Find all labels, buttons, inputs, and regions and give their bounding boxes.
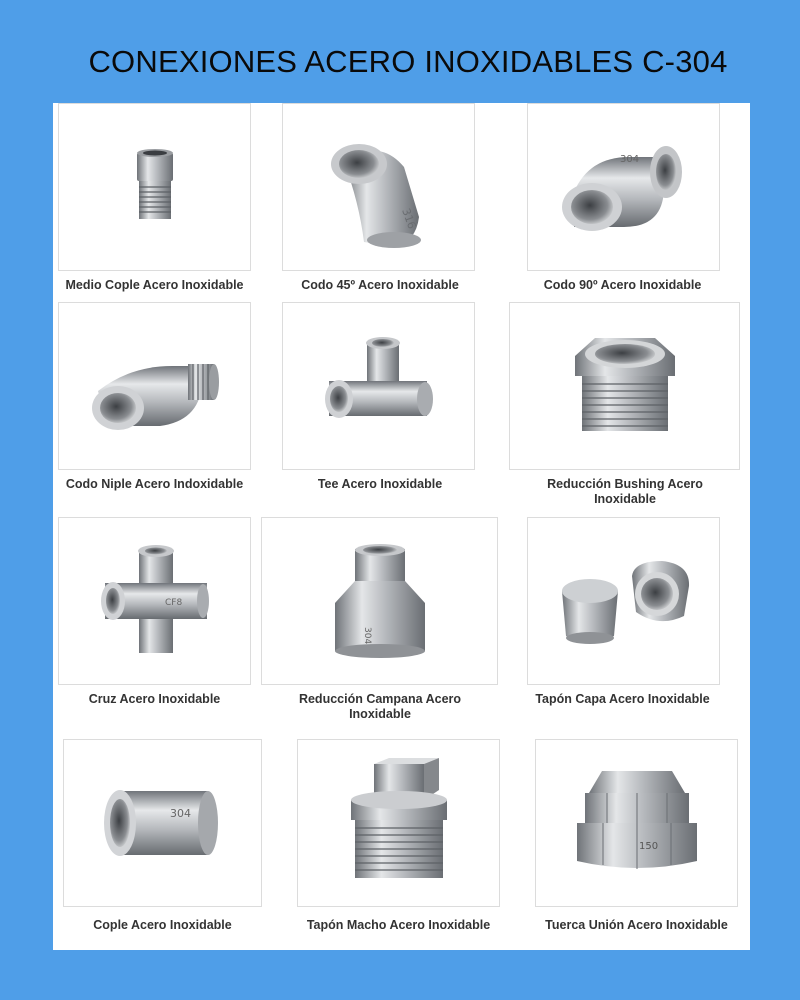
product-image[interactable] — [261, 517, 498, 685]
product-image[interactable] — [527, 103, 720, 271]
street-elbow-icon — [80, 326, 230, 446]
product-name[interactable]: Codo 90º Acero Inoxidable — [543, 278, 702, 292]
half-coupling-icon — [125, 147, 185, 227]
product-name[interactable]: Reducción Bushing Acero Inoxidable — [547, 477, 703, 506]
plug-icon — [339, 758, 459, 888]
product-image[interactable] — [535, 739, 738, 907]
elbow-90-icon — [554, 132, 694, 242]
tee-icon — [319, 331, 439, 441]
product-name[interactable]: Codo Niple Acero Indoxidable — [65, 477, 244, 491]
elbow-45-icon — [324, 122, 434, 252]
product-image[interactable] — [282, 302, 475, 470]
product-name[interactable]: Tuerca Unión Acero Inoxidable — [545, 918, 728, 932]
product-image[interactable] — [58, 302, 251, 470]
reducer-icon — [325, 541, 435, 661]
product-name[interactable]: Reducción Campana Acero Inoxidable — [298, 692, 462, 721]
catalog-panel — [53, 103, 750, 950]
marking-304: 304 — [169, 807, 191, 820]
coupling-icon — [98, 773, 228, 873]
product-name[interactable]: Medio Cople Acero Inoxidable — [65, 278, 244, 292]
marking-cf8: CF8 — [164, 598, 182, 608]
cap-icon — [544, 546, 704, 656]
union-icon — [567, 763, 707, 883]
product-image[interactable] — [282, 103, 475, 271]
product-name[interactable]: Cruz Acero Inoxidable — [88, 692, 221, 706]
product-name[interactable]: Tee Acero Inoxidable — [317, 477, 443, 491]
product-name[interactable]: Codo 45º Acero Inoxidable — [301, 278, 459, 292]
product-image[interactable] — [58, 103, 251, 271]
marking-304: 304 — [361, 627, 372, 645]
marking-316: 316 — [398, 206, 419, 231]
bushing-icon — [560, 326, 690, 446]
product-image[interactable] — [297, 739, 500, 907]
marking-150: 150 — [638, 841, 658, 852]
marking-304: 304 — [619, 154, 639, 165]
product-image[interactable] — [58, 517, 251, 685]
product-image[interactable] — [63, 739, 262, 907]
product-name[interactable]: Tapón Macho Acero Inoxidable — [306, 918, 491, 932]
product-name[interactable]: Cople Acero Inoxidable — [93, 918, 232, 932]
product-image[interactable] — [527, 517, 720, 685]
product-image[interactable] — [509, 302, 740, 470]
cross-icon — [95, 541, 215, 661]
product-name[interactable]: Tapón Capa Acero Inoxidable — [535, 692, 710, 706]
page-title: CONEXIONES ACERO INOXIDABLES C-304 — [88, 44, 728, 79]
